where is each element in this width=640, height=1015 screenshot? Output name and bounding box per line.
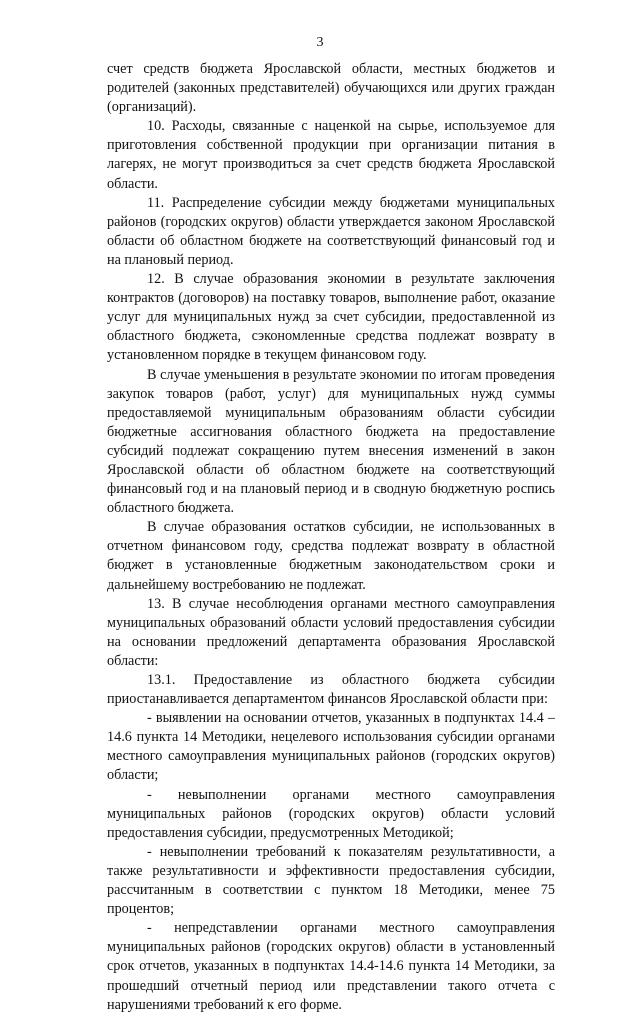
paragraph-continuation: счет средств бюджета Ярославской области, местных бюджетов и родителей (законных представителей) обучающихся или других граждан (организаций). [107,61,555,116]
paragraph-12-remainders: В случае образования остатков субсидии, не использованных в отчетном финансовом году, средства подлежат возврату в областной бюджет в установленные бюджетным законодательством сроки и дальнейшему востребованию не подлежат. [107,519,555,593]
page-number: 3 [316,35,324,50]
list-item-performance: - невыполнении требований к показателям результативности, а также результативности и эффективности предоставления субсидии, рассчитанным в соответствии с пунктом 18 Методики, менее 75 процентов; [107,843,555,918]
document-body [107,60,555,1015]
paragraph-12: 12. В случае образования экономии в результате заключения контрактов (договоров) на поставку товаров, выполнение работ, оказание услуг для муниципальных нужд за счет субсидии, предоставленной из областного бюджета, сэкономленные средства подлежат возврату в установленном порядке в текущем финансовом году. [107,271,555,364]
list-item-misuse: - выявлении на основании отчетов, указанных в подпунктах 14.4 – 14.6 пункта 14 Методики, нецелевого использования субсидии органами местного самоуправления муниципальных районов (городских округов) области; [107,710,555,784]
list-item-conditions: - невыполнении органами местного самоуправления муниципальных районов (городских округов) области условий предоставления субсидии, предусмотренных Методикой; [107,786,555,841]
paragraph-13-1: 13.1. Предоставление из областного бюджета субсидии приостанавливается департаментом финансов Ярославской области при: [107,672,555,708]
paragraph-11: 11. Распределение субсидии между бюджетами муниципальных районов (городских округов) области утверждается законом Ярославской области об областном бюджете на соответствующий финансовый год и на плановый период. [107,194,555,268]
paragraph-13: 13. В случае несоблюдения органами местного самоуправления муниципальных образований области условий предоставления субсидии на основании предложений департамента образования Ярославской области: [107,595,555,669]
paragraph-10: 10. Расходы, связанные с наценкой на сырье, используемое для приготовления собственной продукции при организации питания в лагерях, не могут производиться за счет средств бюджета Ярославской области. [107,118,555,192]
list-item-reports: - непредставлении органами местного самоуправления муниципальных районов (городских округов) области в установленный срок отчетов, указанных в подпунктах 14.4-14.6 пункта 14 Методики, за прошедший отчетный период или представлении такого отчета с нарушениями требований к его форме. [107,920,555,1013]
paragraph-12-reduction: В случае уменьшения в результате экономии по итогам проведения закупок товаров (работ, услуг) для муниципальных нужд суммы предоставляемой муниципальным образованиям области субсидии бюджетные ассигнования областного бюджета на предоставление субсидий подлежат сокращению путем внесения изменений в закон Ярославской области об областном бюджете на соответствующий финансовый год и на плановый период и в сводную бюджетную роспись областного бюджета. [107,366,555,517]
